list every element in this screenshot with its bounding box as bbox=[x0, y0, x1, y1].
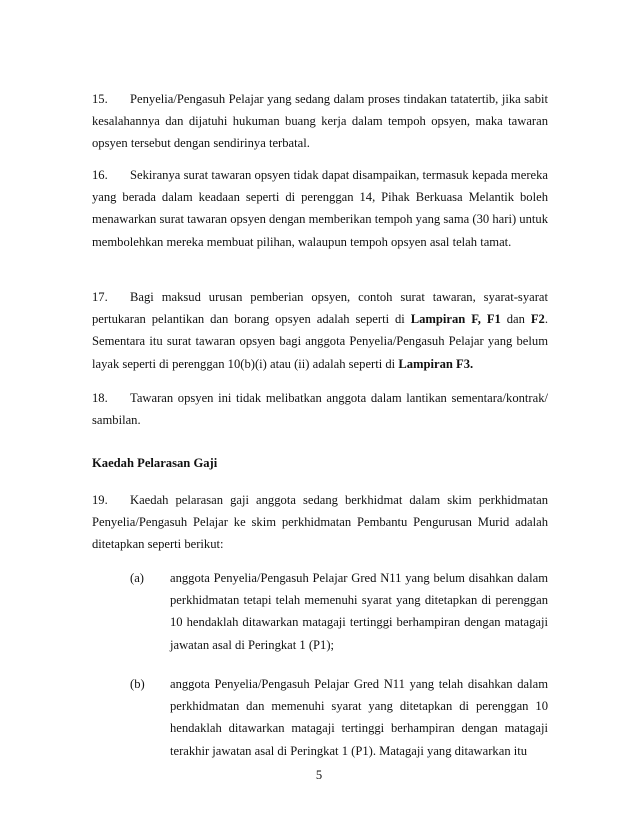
paragraph-number: 16. bbox=[92, 168, 108, 182]
paragraph-number: 15. bbox=[92, 92, 108, 106]
paragraph-number: 19. bbox=[92, 493, 108, 507]
paragraph-number: 17. bbox=[92, 290, 108, 304]
paragraph-18 bbox=[92, 387, 548, 431]
paragraph-text: . Sementara itu surat tawaran opsyen bagi anggota Penyelia/Pengasuh Pelajar yang belum layak seperti di perenggan 10(b)(i) atau (ii) adalah seperti di bbox=[92, 312, 549, 371]
list-item-label: (a) bbox=[130, 571, 144, 585]
list-item-text: anggota Penyelia/Pengasuh Pelajar Gred N11 yang telah disahkan dalam perkhidmatan dan memenuhi syarat yang ditetapkan di perenggan 10 hendaklah ditawarkan matagaji tertinggi berhampiran dengan matagaji terakhir jawatan asal di Peringkat 1 (P1). Matagaji yang ditawarkan itu bbox=[170, 677, 548, 758]
paragraph-text: dan bbox=[500, 312, 531, 327]
paragraph-text: Tawaran opsyen ini tidak melibatkan anggota dalam lantikan sementara/kontrak/ sambilan. bbox=[92, 391, 548, 428]
paragraph-text: Bagi maksud urusan pemberian opsyen, contoh surat tawaran, syarat-syarat pertukaran pelantikan dan borang opsyen adalah seperti di bbox=[92, 290, 548, 327]
appendix-reference: Lampiran F, F1 bbox=[410, 312, 501, 327]
appendix-reference: F2 bbox=[530, 312, 545, 327]
paragraph-text: Penyelia/Pengasuh Pelajar yang sedang dalam proses tindakan tatatertib, jika sabit kesalahannya dan dijatuhi hukuman buang kerja dalam tempoh opsyen, maka tawaran opsyen tersebut dengan sendirinya terbatal. bbox=[92, 92, 548, 151]
paragraph-text: Sekiranya surat tawaran opsyen tidak dapat disampaikan, termasuk kepada mereka yang berada dalam keadaan seperti di perenggan 14, Pihak Berkuasa Melantik boleh menawarkan surat tawaran opsyen dengan memberikan tempoh yang sama (30 hari) untuk membolehkan mereka membuat pilihan, walaupun tempoh opsyen asal telah tamat. bbox=[92, 168, 548, 249]
paragraph-17 bbox=[92, 286, 548, 375]
section-heading: Kaedah Pelarasan Gaji bbox=[92, 456, 218, 470]
paragraph-16 bbox=[92, 164, 548, 253]
list-item-label: (b) bbox=[130, 677, 145, 691]
paragraph-15 bbox=[92, 88, 548, 155]
appendix-reference: Lampiran F3. bbox=[398, 356, 474, 371]
paragraph-19 bbox=[92, 489, 548, 556]
list-item-text: anggota Penyelia/Pengasuh Pelajar Gred N11 yang belum disahkan dalam perkhidmatan tetapi telah memenuhi syarat yang ditetapkan di perenggan 10 hendaklah ditawarkan matagaji tertinggi berhampiran dengan matagaji jawatan asal di Peringkat 1 (P1); bbox=[170, 571, 548, 652]
paragraph-number: 18. bbox=[92, 391, 108, 405]
paragraph-text: Kaedah pelarasan gaji anggota sedang berkhidmat dalam skim perkhidmatan Penyelia/Pengasuh Pelajar ke skim perkhidmatan Pembantu Pengurusan Murid adalah ditetapkan seperti berikut: bbox=[92, 493, 548, 552]
page-number: 5 bbox=[315, 768, 323, 782]
